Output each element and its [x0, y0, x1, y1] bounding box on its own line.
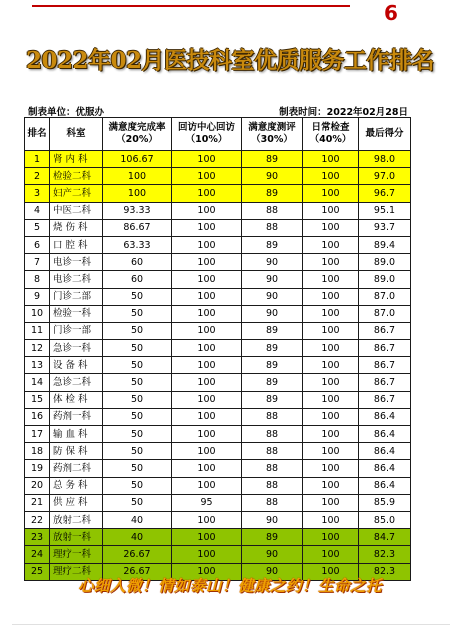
cell-completion-rate: 40 [103, 511, 172, 528]
cell-completion-rate: 50 [103, 443, 172, 460]
cell-satisfaction-eval: 88 [242, 477, 303, 494]
table-row [25, 357, 411, 374]
table-row [25, 460, 411, 477]
cell-daily-check: 100 [303, 546, 359, 563]
cell-satisfaction-eval: 90 [242, 305, 303, 322]
cell-completion-rate: 40 [103, 529, 172, 546]
cell-satisfaction-eval: 89 [242, 322, 303, 339]
cell-satisfaction-eval: 89 [242, 340, 303, 357]
cell-rank: 2 [25, 168, 50, 185]
cell-callback: 100 [172, 546, 242, 563]
cell-final-score: 87.0 [359, 305, 411, 322]
cell-dept: 门诊二部 [50, 288, 103, 305]
cell-final-score: 86.4 [359, 477, 411, 494]
cell-callback: 100 [172, 271, 242, 288]
table-body [25, 151, 411, 581]
cell-completion-rate: 50 [103, 477, 172, 494]
cell-satisfaction-eval: 89 [242, 374, 303, 391]
cell-dept: 总 务 科 [50, 477, 103, 494]
cell-daily-check: 100 [303, 219, 359, 236]
cell-completion-rate: 50 [103, 357, 172, 374]
cell-satisfaction-eval: 88 [242, 202, 303, 219]
cell-callback: 100 [172, 443, 242, 460]
table-row [25, 494, 411, 511]
header-final-score: 最后得分 [359, 118, 411, 151]
cell-callback: 100 [172, 151, 242, 168]
cell-satisfaction-eval: 88 [242, 219, 303, 236]
ranking-table [24, 117, 411, 581]
cell-daily-check: 100 [303, 357, 359, 374]
cell-daily-check: 100 [303, 288, 359, 305]
cell-final-score: 82.3 [359, 546, 411, 563]
cell-dept: 理疗一科 [50, 546, 103, 563]
header-callback: 回访中心回访 （10%） [172, 118, 242, 151]
cell-satisfaction-eval: 90 [242, 271, 303, 288]
cell-rank: 10 [25, 305, 50, 322]
cell-daily-check: 100 [303, 477, 359, 494]
cell-daily-check: 100 [303, 494, 359, 511]
table-row [25, 529, 411, 546]
table-row [25, 254, 411, 271]
cell-dept: 电诊二科 [50, 271, 103, 288]
cell-daily-check: 100 [303, 391, 359, 408]
cell-callback: 100 [172, 185, 242, 202]
cell-dept: 检验二科 [50, 168, 103, 185]
cell-completion-rate: 93.33 [103, 202, 172, 219]
table-row [25, 202, 411, 219]
table-row [25, 168, 411, 185]
cell-daily-check: 100 [303, 202, 359, 219]
cell-satisfaction-eval: 89 [242, 357, 303, 374]
cell-dept: 药剂一科 [50, 408, 103, 425]
cell-final-score: 86.7 [359, 357, 411, 374]
cell-callback: 95 [172, 494, 242, 511]
cell-rank: 1 [25, 151, 50, 168]
cell-callback: 100 [172, 357, 242, 374]
cell-final-score: 86.7 [359, 374, 411, 391]
cell-final-score: 97.0 [359, 168, 411, 185]
table-row [25, 185, 411, 202]
cell-callback: 100 [172, 529, 242, 546]
cell-completion-rate: 50 [103, 340, 172, 357]
table-row [25, 151, 411, 168]
cell-daily-check: 100 [303, 426, 359, 443]
cell-dept: 中医二科 [50, 202, 103, 219]
meta-unit: 制表单位：优服办 [28, 107, 105, 118]
cell-completion-rate: 50 [103, 426, 172, 443]
cell-daily-check: 100 [303, 511, 359, 528]
table-row [25, 322, 411, 339]
cell-rank: 22 [25, 511, 50, 528]
cell-rank: 6 [25, 236, 50, 253]
cell-completion-rate: 63.33 [103, 236, 172, 253]
cell-completion-rate: 86.67 [103, 219, 172, 236]
cell-rank: 12 [25, 340, 50, 357]
page-badge: 6 [384, 1, 398, 25]
cell-satisfaction-eval: 89 [242, 529, 303, 546]
cell-callback: 100 [172, 322, 242, 339]
cell-final-score: 95.1 [359, 202, 411, 219]
cell-completion-rate: 100 [103, 168, 172, 185]
table-row [25, 288, 411, 305]
cell-satisfaction-eval: 89 [242, 236, 303, 253]
cell-rank: 4 [25, 202, 50, 219]
cell-callback: 100 [172, 236, 242, 253]
cell-daily-check: 100 [303, 340, 359, 357]
cell-daily-check: 100 [303, 185, 359, 202]
table-row [25, 219, 411, 236]
cell-daily-check: 100 [303, 460, 359, 477]
cell-final-score: 85.9 [359, 494, 411, 511]
cell-daily-check: 100 [303, 563, 359, 580]
cell-completion-rate: 50 [103, 460, 172, 477]
cell-rank: 14 [25, 374, 50, 391]
cell-callback: 100 [172, 254, 242, 271]
cell-satisfaction-eval: 90 [242, 546, 303, 563]
cell-final-score: 86.7 [359, 322, 411, 339]
table-row [25, 236, 411, 253]
cell-satisfaction-eval: 89 [242, 391, 303, 408]
cell-daily-check: 100 [303, 236, 359, 253]
cell-rank: 15 [25, 391, 50, 408]
cell-callback: 100 [172, 219, 242, 236]
cell-final-score: 82.3 [359, 563, 411, 580]
cell-dept: 体 检 科 [50, 391, 103, 408]
cell-satisfaction-eval: 89 [242, 185, 303, 202]
header-daily-check: 日常检查 （40%） [303, 118, 359, 151]
cell-dept: 急诊二科 [50, 374, 103, 391]
cell-satisfaction-eval: 88 [242, 460, 303, 477]
cell-callback: 100 [172, 426, 242, 443]
table-row [25, 477, 411, 494]
cell-dept: 放射一科 [50, 529, 103, 546]
cell-final-score: 89.4 [359, 236, 411, 253]
cell-dept: 供 应 科 [50, 494, 103, 511]
cell-callback: 100 [172, 288, 242, 305]
cell-dept: 肾 内 科 [50, 151, 103, 168]
cell-daily-check: 100 [303, 443, 359, 460]
cell-satisfaction-eval: 90 [242, 288, 303, 305]
cell-callback: 100 [172, 168, 242, 185]
cell-final-score: 89.0 [359, 254, 411, 271]
cell-daily-check: 100 [303, 271, 359, 288]
cell-final-score: 86.4 [359, 408, 411, 425]
cell-dept: 输 血 科 [50, 426, 103, 443]
cell-dept: 设 备 科 [50, 357, 103, 374]
cell-final-score: 84.7 [359, 529, 411, 546]
meta-time: 制表时间：2022年02月28日 [279, 107, 408, 118]
cell-final-score: 86.4 [359, 443, 411, 460]
cell-final-score: 86.7 [359, 340, 411, 357]
top-rule [32, 5, 350, 7]
cell-rank: 8 [25, 271, 50, 288]
cell-rank: 21 [25, 494, 50, 511]
cell-rank: 18 [25, 443, 50, 460]
cell-final-score: 86.4 [359, 426, 411, 443]
cell-completion-rate: 106.67 [103, 151, 172, 168]
cell-completion-rate: 50 [103, 288, 172, 305]
table-row [25, 391, 411, 408]
cell-callback: 100 [172, 305, 242, 322]
cell-callback: 100 [172, 477, 242, 494]
cell-daily-check: 100 [303, 168, 359, 185]
cell-final-score: 93.7 [359, 219, 411, 236]
cell-final-score: 86.4 [359, 460, 411, 477]
header-dept: 科室 [50, 118, 103, 151]
cell-satisfaction-eval: 90 [242, 254, 303, 271]
header-satisfaction-eval: 满意度测评 （30%） [242, 118, 303, 151]
table-row [25, 443, 411, 460]
cell-satisfaction-eval: 88 [242, 426, 303, 443]
cell-satisfaction-eval: 90 [242, 511, 303, 528]
cell-daily-check: 100 [303, 305, 359, 322]
cell-completion-rate: 50 [103, 305, 172, 322]
cell-daily-check: 100 [303, 374, 359, 391]
cell-daily-check: 100 [303, 529, 359, 546]
cell-satisfaction-eval: 88 [242, 408, 303, 425]
cell-callback: 100 [172, 374, 242, 391]
table-row [25, 305, 411, 322]
header-rank: 排名 [25, 118, 50, 151]
cell-rank: 16 [25, 408, 50, 425]
cell-satisfaction-eval: 88 [242, 443, 303, 460]
cell-dept: 烧 伤 科 [50, 219, 103, 236]
cell-rank: 13 [25, 357, 50, 374]
cell-dept: 理疗二科 [50, 563, 103, 580]
cell-rank: 25 [25, 563, 50, 580]
cell-satisfaction-eval: 88 [242, 494, 303, 511]
table-meta [24, 102, 410, 118]
cell-completion-rate: 50 [103, 374, 172, 391]
cell-callback: 100 [172, 511, 242, 528]
cell-dept: 防 保 科 [50, 443, 103, 460]
cell-final-score: 89.0 [359, 271, 411, 288]
cell-callback: 100 [172, 460, 242, 477]
cell-daily-check: 100 [303, 254, 359, 271]
cell-rank: 9 [25, 288, 50, 305]
cell-completion-rate: 60 [103, 254, 172, 271]
cell-dept: 急诊一科 [50, 340, 103, 357]
cell-callback: 100 [172, 563, 242, 580]
cell-final-score: 85.0 [359, 511, 411, 528]
header-completion-rate: 满意度完成率 （20%） [103, 118, 172, 151]
bottom-rule [12, 624, 450, 625]
page-title: 2022年02月医技科室优质服务工作排名 [25, 47, 435, 74]
cell-completion-rate: 50 [103, 494, 172, 511]
cell-dept: 电诊一科 [50, 254, 103, 271]
table-row [25, 408, 411, 425]
cell-callback: 100 [172, 202, 242, 219]
table-row [25, 511, 411, 528]
cell-completion-rate: 26.67 [103, 546, 172, 563]
cell-rank: 19 [25, 460, 50, 477]
cell-rank: 17 [25, 426, 50, 443]
cell-completion-rate: 50 [103, 408, 172, 425]
cell-satisfaction-eval: 89 [242, 151, 303, 168]
cell-daily-check: 100 [303, 322, 359, 339]
slogan: 心细入微！情如泰山！健康之约！生命之托 [77, 576, 382, 595]
cell-daily-check: 100 [303, 151, 359, 168]
table-header-row [25, 118, 411, 151]
cell-daily-check: 100 [303, 408, 359, 425]
cell-callback: 100 [172, 408, 242, 425]
cell-rank: 20 [25, 477, 50, 494]
cell-dept: 药剂二科 [50, 460, 103, 477]
cell-satisfaction-eval: 90 [242, 563, 303, 580]
cell-dept: 检验一科 [50, 305, 103, 322]
cell-rank: 11 [25, 322, 50, 339]
table-row [25, 374, 411, 391]
cell-rank: 3 [25, 185, 50, 202]
cell-completion-rate: 100 [103, 185, 172, 202]
cell-callback: 100 [172, 391, 242, 408]
table-row [25, 546, 411, 563]
cell-final-score: 98.0 [359, 151, 411, 168]
cell-completion-rate: 50 [103, 391, 172, 408]
cell-rank: 24 [25, 546, 50, 563]
cell-completion-rate: 50 [103, 322, 172, 339]
table-row [25, 340, 411, 357]
cell-completion-rate: 60 [103, 271, 172, 288]
cell-final-score: 96.7 [359, 185, 411, 202]
cell-dept: 放射二科 [50, 511, 103, 528]
cell-completion-rate: 26.67 [103, 563, 172, 580]
cell-dept: 妇产二科 [50, 185, 103, 202]
cell-satisfaction-eval: 90 [242, 168, 303, 185]
cell-final-score: 86.7 [359, 391, 411, 408]
cell-dept: 口 腔 科 [50, 236, 103, 253]
cell-dept: 门诊一部 [50, 322, 103, 339]
cell-rank: 5 [25, 219, 50, 236]
table-row [25, 426, 411, 443]
cell-final-score: 87.0 [359, 288, 411, 305]
cell-rank: 23 [25, 529, 50, 546]
cell-rank: 7 [25, 254, 50, 271]
table-row [25, 271, 411, 288]
cell-callback: 100 [172, 340, 242, 357]
